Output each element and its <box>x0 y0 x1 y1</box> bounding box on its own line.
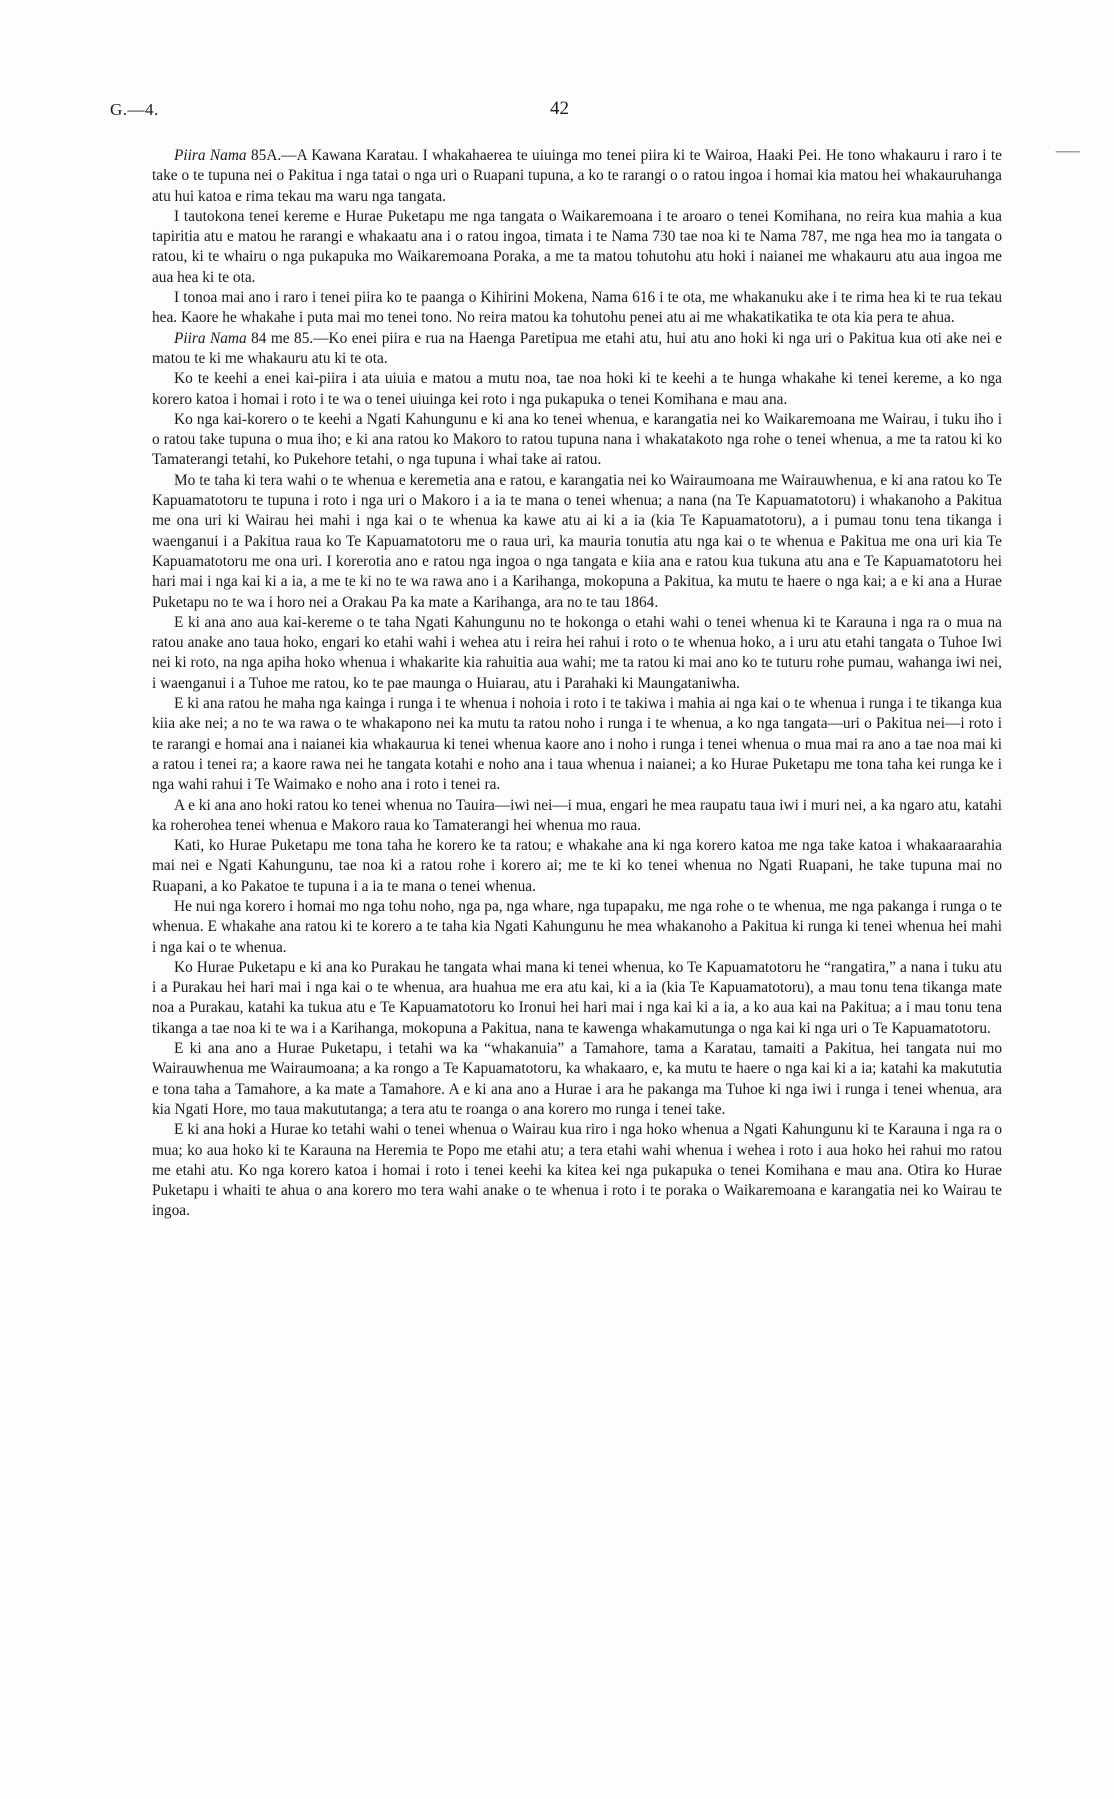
paragraph <box>152 471 1002 613</box>
document-reference: G.—4. <box>110 100 159 119</box>
paragraph <box>152 694 1002 795</box>
paragraph-text: 84 me 85.—Ko enei piira e rua na Haenga Paretipua me etahi atu, hui atu ano hoki ki nga uri o Pakitua kua oti ake nei e matou te ki me whakauru atu ki te ota. <box>152 329 1002 367</box>
paragraph-text: I tautokona tenei kereme e Hurae Puketapu me nga tangata o Waikaremoana i te aroaro o tenei Komihana, no reira kua mahia a kua tapiritia atu e matou he rarangi e whakaatu ana i o ratou ingoa, timata i te Nama 730 tae noa ki te Nama 787, me nga hea mo ia tangata o ratou, ki te whairu o nga pukapuka mo Waikaremoana Poraka, a me ta matou tohutohu atu hoki i naianei me whakauru atu aua ingoa me aua hea ki te ota. <box>152 207 1002 286</box>
paragraph-text: 85A.—A Kawana Karatau. I whakahaerea te uiuinga mo tenei piira ki te Wairoa, Haaki Pei. He tono whakauru i raro i te take o te tupuna nei o Pakitua i nga tatai o nga uri o Ruapani tupuna, a ko te rarangi o o ratou ingoa i homai kia matou hei whakauruhanga atu hui katoa e rima tekau ma waru nga tangata. <box>152 147 1002 205</box>
paragraph-text: E ki ana ano aua kai-kereme o te taha Ngati Kahungunu no te hokonga o etahi wahi o tenei whenua ki te Karauna i nga ra o mua na ratou anake ano taua hoko, engari ko etahi wahi i wehea atu i reira hei rahui i roto o te whenua hoko, a i uru atu etahi tangata o Tuhoe Iwi nei ki roto, na nga apiha hoko whenua i whakarite kia rahuitia aua wahi; me ta ratou ki mai ano ko te tuturu rohe pumau, wahanga iwi nei, i waenganui i a Tuhoe me ratou, ko te pae maunga o Huiarau, atu i Parahaki ki Maungataniwha. <box>152 613 1002 692</box>
paragraph-text: Ko nga kai-korero o te keehi a Ngati Kahungunu e ki ana ko tenei whenua, e karangatia nei ko Waikaremoana me Wairau, i tuku iho i o ratou take tupuna o mua iho; e ki ana ratou ko Makoro to ratou tupuna nana i whakatakoto nga rohe o tenei whenua, a me ta ratou ki ko Tamaterangi tetahi, ko Pukehore tetahi, o nga tupuna i whai take ai ratou. <box>152 410 1002 469</box>
paragraph <box>152 329 1002 370</box>
paragraph-text: I tonoa mai ano i raro i tenei piira ko te paanga o Kihirini Mokena, Nama 616 i te ota, me whakanuku ake i te rima hea ki te rua tekau hea. Kaore he whakahe i puta mai mo tenei tono. No reira matou ka tohutohu penei atu ai me whakatikatika te ota kia pera te ahua. <box>152 289 1002 327</box>
paragraph <box>152 1039 1002 1120</box>
paragraph <box>152 958 1002 1039</box>
page-number: 42 <box>550 98 569 119</box>
paragraph <box>152 207 1002 288</box>
document-body <box>152 146 1002 1222</box>
paragraph <box>152 146 1002 207</box>
paragraph-text: Ko te keehi a enei kai-piira i ata uiuia e matou a mutu noa, tae noa hoki ki te keehi a te hunga whakahe ki tenei kereme, a ko nga korero katoa i homai i roto i te wa o tenei uiuinga kei roto i nga pukapuka o tenei Komihana e mau ana. <box>152 370 1002 408</box>
paragraph-lead: Piira Nama <box>174 329 247 347</box>
paragraph-text: He nui nga korero i homai mo nga tohu noho, nga pa, nga whare, nga tupapaku, me nga rohe o te whenua, me nga pakanga i runga o te whenua. E whakahe ana ratou ki te korero a te taha kia Ngati Kahungunu he mea whakanoho a Pakitua ki runga ki tenei whenua hei mahi i nga kai o te whenua. <box>152 897 1002 956</box>
paragraph <box>152 288 1002 329</box>
paragraph-text: A e ki ana ano hoki ratou ko tenei whenua no Tauira—iwi nei—i mua, engari he mea raupatu taua iwi i muri nei, a ka ngaro atu, katahi ka roherohea tenei whenua e Makoro raua ko Tamaterangi hei whenua mo raua. <box>152 796 1002 834</box>
paragraph-lead: Piira Nama <box>174 147 247 164</box>
paragraph-text: Ko Hurae Puketapu e ki ana ko Purakau he tangata whai mana ki tenei whenua, ko Te Kapuamatotoru he “rangatira,” a nana i tuku atu i a Purakau hei hari mai i nga kai o te whenua, ara huahua me era atu kai, ki a ia (kia Te Kapuamatotoru), a mau tonu tena tikanga mate noa a Purakau, katahi ka tukua atu e Te Kapuamatotoru ko Ironui hei hari mai i nga kai ki a ia, a ko aua kai na Pakitua; a i mau tonu tena tikanga a tae noa ki te wa i a Karihanga, mokopuna a Pakitua, nana te kawenga whakamutunga o nga kai ki nga uri o Te Kapuamatotoru. <box>152 958 1002 1037</box>
paragraph <box>152 836 1002 897</box>
paragraph <box>152 410 1002 471</box>
paragraph-text: E ki ana hoki a Hurae ko tetahi wahi o tenei whenua o Wairau kua riro i nga hoko whenua a Ngati Kahungunu ki te Karauna i nga ra o mua; ko aua hoko ki te Karauna na Heremia te Popo me etahi atu; a tera etahi wahi whenua i wehea i roto i aua hoko hei rahui mo ratou me etahi atu. Ko nga korero katoa i homai i roto i tenei keehi ka kitea kei nga pukapuka o tenei Komihana e mau ana. Otira ko Hurae Puketapu i whaiti te ahua o ana korero mo tera wahi anake o te whenua i roto i te poraka o Waikaremoana e karangatia nei ko Wairau te ingoa. <box>152 1121 1002 1220</box>
paragraph <box>152 796 1002 837</box>
paragraph-text: E ki ana ratou he maha nga kainga i runga i te whenua i nohoia i roto i te takiwa i mahia ai nga kai o te whenua i runga i te tikanga kua kiia ake nei; a no te wa rawa o te whakapono nei ka mutu ta ratou noho i runga i te whenua, a ko nga tangata—uri o Pakitua nei—i roto i te rarangi e homai ana i naianei kia whakaurua ki tenei whenua kaore ano i noho i runga i tenei whenua o mua mai ra ano a tae noa mai ki a ratou i tenei ra; a kaore rawa nei he tangata kotahi e noho ana i taua whenua i naianei; a ko Hurae Puketapu me tona taha kei runga ke i nga wahi rahui i Te Waimako e noho ana i roto i tenei ra. <box>152 695 1002 794</box>
margin-mark: ⸺ <box>1055 144 1081 160</box>
page-header <box>110 100 1000 130</box>
paragraph <box>152 1120 1002 1221</box>
paragraph <box>152 897 1002 958</box>
paragraph-text: E ki ana ano a Hurae Puketapu, i tetahi wa ka “whakanuia” a Tamahore, tama a Karatau, tamaiti a Pakitua, hei tangata nui mo Wairauwhenua me Wairaumoana; a ka rongo a Te Kapuamatotoru, ka whakaaro, e, ka mutu te haere o nga kai ki a ia; katahi ka makututia e tona taha a Tamahore, a ka mate a Tamahore. A e ki ana ano a Hurae i ara he pakanga ma Tuhoe ki nga iwi i runga i tenei whenua, ara kia Ngati Hore, mo taua makututanga; a tera atu te roanga o ana korero mo runga i tenei take. <box>152 1040 1002 1118</box>
paragraph-text: Mo te taha ki tera wahi o te whenua e keremetia ana e ratou, e karangatia nei ko Wairaumoana me Wairauwhenua, e ki ana ratou ko Te Kapuamatotoru te tupuna i roto i nga uri o Makoro i a ia te mana o tenei whenua; a nana (na Te Kapuamatotoru) i whakanoho a Pakitua me ona uri ki Wairau hei mahi i nga kai o te whenua ka kawe atu ai ki a ia (kia Te Kapuamatotoru), a i pumau tonu tena tikanga i waenganui i a Pakitua raua ko Te Kapuamatotoru me o raua uri, ka mauria tonutia atu nga kai o te whenua e Pakitua me ona uri kia Te Kapuamatotoru me ona uri. I korerotia ano e ratou nga ingoa o nga tangata e kiia ana e ratou kua tukuna atu ana e Te Kapuamatotoru hei hari mai i nga kai ki a ia, a me te ki no te wa rawa ano i a Karihanga, mokopuna a Pakitua, ka mutu te haere o nga kai; a e ki ana a Hurae Puketapu no te wa i horo nei a Orakau Pa ka mate a Karihanga, ara no te tau 1864. <box>152 471 1002 611</box>
paragraph-text: Kati, ko Hurae Puketapu me tona taha he korero ke ta ratou; e whakahe ana ki nga korero katoa me nga take katoa i whakaaraarahia mai nei e Ngati Kahungunu, tae noa ki a ratou rohe i korero ai; me te ki ko tenei whenua no Ngati Ruapani, he take tupuna mai no Ruapani, a ko Pakatoe te tupuna i a ia te mana o tenei whenua. <box>152 837 1002 895</box>
paragraph <box>152 369 1002 410</box>
paragraph <box>152 613 1002 694</box>
